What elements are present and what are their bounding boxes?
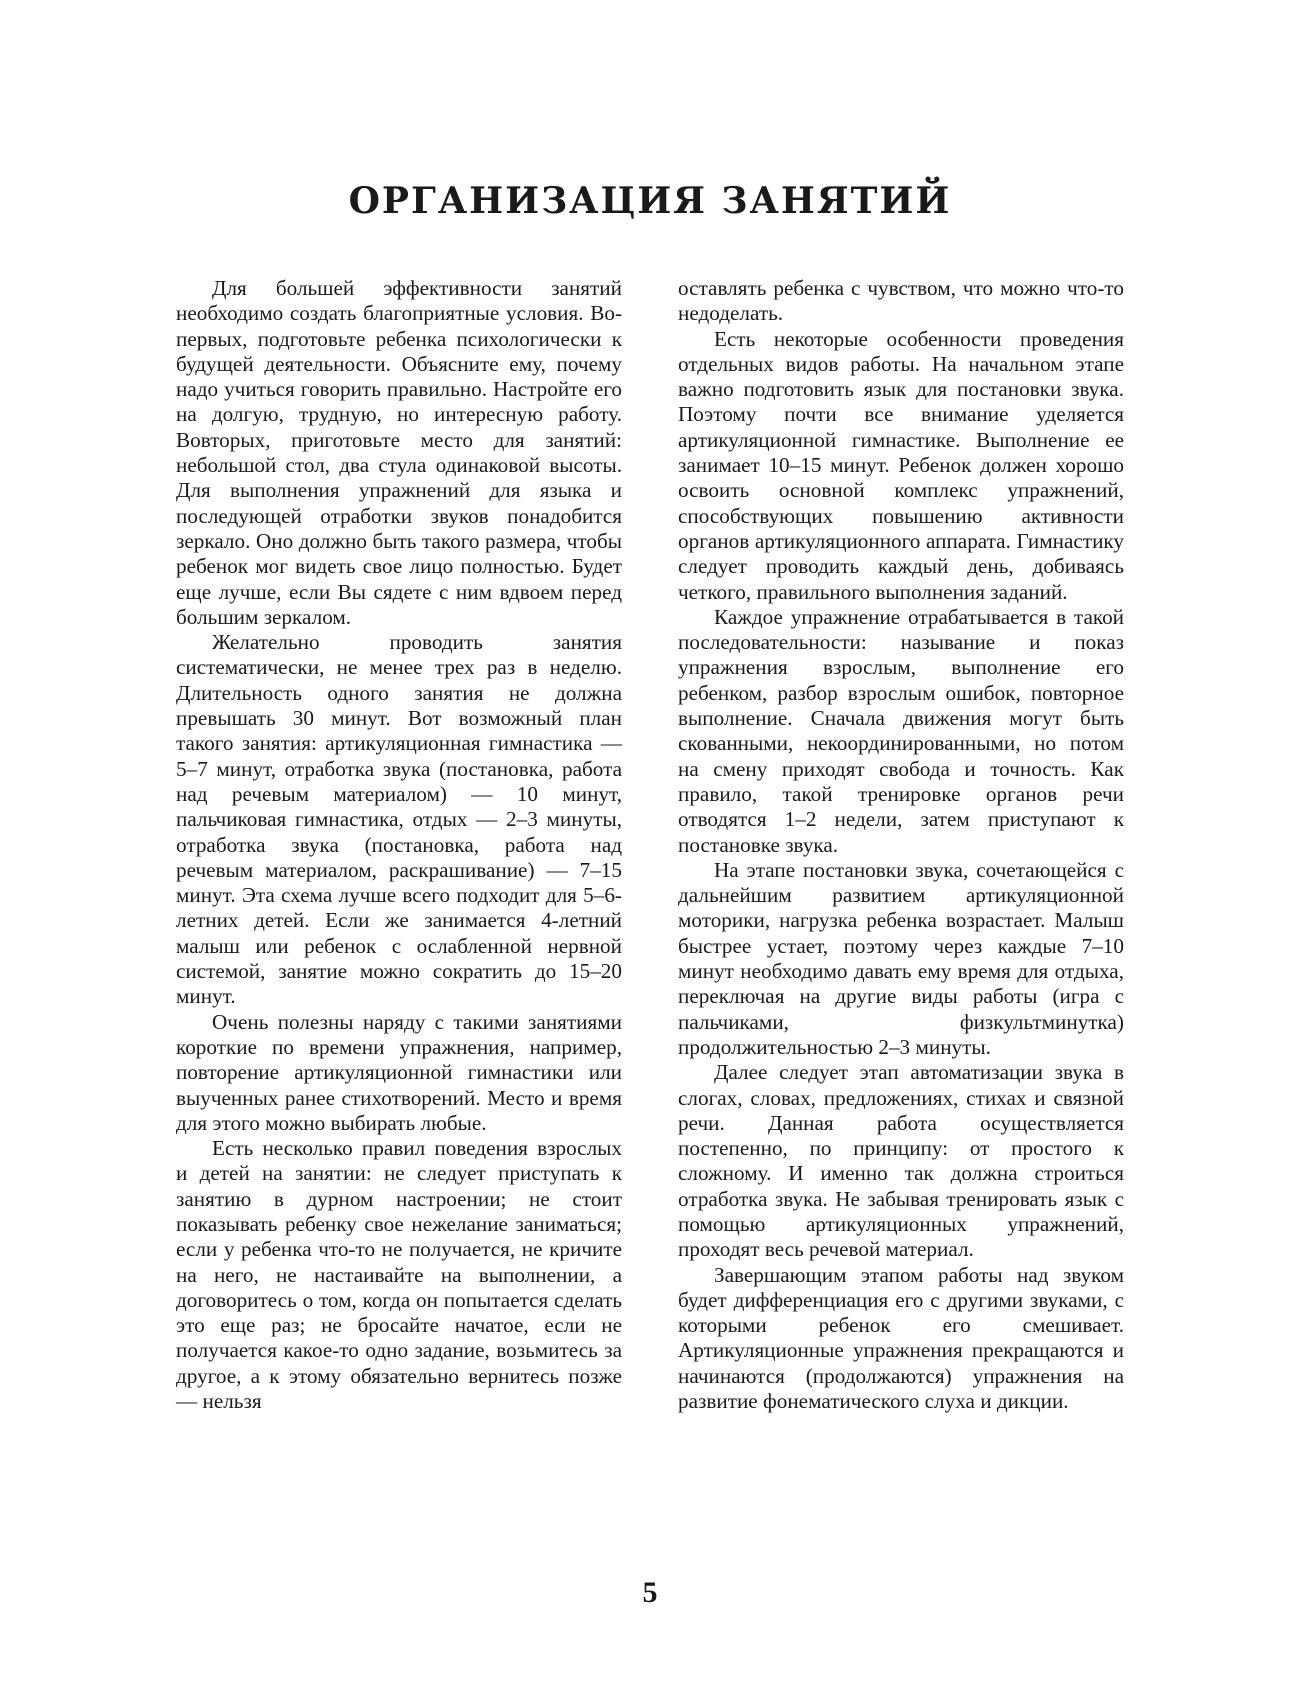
page-number: 5 bbox=[642, 1576, 658, 1609]
paragraph: Очень полезны наряду с такими занятиями короткие по времени упражнения, например, повторение артикуляционной гимнастики или выученных ранее стихотворений. Место и время для этого можно выбирать любые. bbox=[176, 1009, 622, 1135]
paragraph: Для большей эффективности занятий необходимо создать благоприятные условия. Во-первых, подготовьте ребенка психологически к будущей деятельности. Объясните ему, почему надо учиться говорить правильно. Настройте его на долгую, трудную, но интересную работу. Вовторых, приготовьте место для занятий: небольшой стол, два стула одинаковой высоты. Для выполнения упражнений для языка и последующей отработки звуков понадобится зеркало. Оно должно быть такого размера, чтобы ребенок мог видеть свое лицо полностью. Будет еще лучше, если Вы сядете с ним вдвоем перед большим зеркалом. bbox=[176, 276, 622, 629]
paragraph: Каждое упражнение отрабатывается в такой последовательности: называние и показ упражнения взрослым, выполнение его ребенком, разбор взрослым ошибок, повторное выполнение. Сначала движения могут быть скованными, некоординированными, но потом на смену приходят свобода и точность. Как правило, такой тренировке органов речи отводятся 1–2 недели, затем приступают к постановке звука. bbox=[678, 604, 1124, 857]
paragraph: На этапе постановки звука, сочетающейся с дальнейшим развитием артикуляционной моторики, нагрузка ребенка возрастает. Малыш быстрее устает, поэтому через каждые 7–10 минут необходимо давать ему время для отдыха, переключая на другие виды работы (игра с пальчиками, физкультминутка) продолжительностью 2–3 минуты. bbox=[678, 857, 1124, 1059]
paragraph-continuation: оставлять ребенка с чувством, что можно что-то недоделать. bbox=[678, 276, 1124, 326]
paragraph: Далее следует этап автоматизации звука в слогах, словах, предложениях, стихах и связной речи. Данная работа осуществляется постепенно, по принципу: от простого к сложному. И именно так должна строиться отработка звука. Не забывая тренировать язык с помощью артикуляционных упражнений, проходят весь речевой материал. bbox=[678, 1060, 1124, 1262]
page-title: ОРГАНИЗАЦИЯ ЗАНЯТИЙ bbox=[348, 180, 952, 222]
paragraph: Есть некоторые особенности проведения отдельных видов работы. На начальном этапе важно подготовить язык для постановки звука. Поэтому почти все внимание уделяется артикуляционной гимнастике. Выполнение ее занимает 10–15 минут. Ребенок должен хорошо освоить основной комплекс упражнений, способствующих повышению активности органов артикуляционного аппарата. Гимнастику следует проводить каждый день, добиваясь четкого, правильного выполнения заданий. bbox=[678, 326, 1124, 604]
paragraph: Желательно проводить занятия систематически, не менее трех раз в неделю. Длительность одного занятия не должна превышать 30 минут. Вот возможный план такого занятия: артикуляционная гимнастика — 5–7 минут, отработка звука (постановка, работа над речевым материалом) — 10 минут, пальчиковая гимнастика, отдых — 2–3 минуты, отработка звука (постановка, работа над речевым материалом, раскрашивание) — 7–15 минут. Эта схема лучше всего подходит для 5–6-летних детей. Если же занимается 4-летний малыш или ребенок с ослабленной нервной системой, занятие можно сократить до 15–20 минут. bbox=[176, 630, 622, 1009]
paragraph: Завершающим этапом работы над звуком будет дифференциация его с другими звуками, с которыми ребенок его смешивает. Артикуляционные упражнения прекращаются и начинаются (продолжаются) упражнения на развитие фонематического слуха и дикции. bbox=[678, 1262, 1124, 1414]
right-column bbox=[678, 276, 1124, 1414]
paragraph: Есть несколько правил поведения взрослых и детей на занятии: не следует приступать к занятию в дурном настроении; не стоит показывать ребенку свое нежелание заниматься; если у ребенка что-то не получается, не кричите на него, не настаивайте на выполнении, а договоритесь о том, когда он попытается сделать это еще раз; не бросайте начатое, если не получается какое-то одно задание, возьмитесь за другое, а к этому обязательно вернитесь позже — нельзя bbox=[176, 1136, 622, 1414]
left-column bbox=[176, 276, 622, 1414]
